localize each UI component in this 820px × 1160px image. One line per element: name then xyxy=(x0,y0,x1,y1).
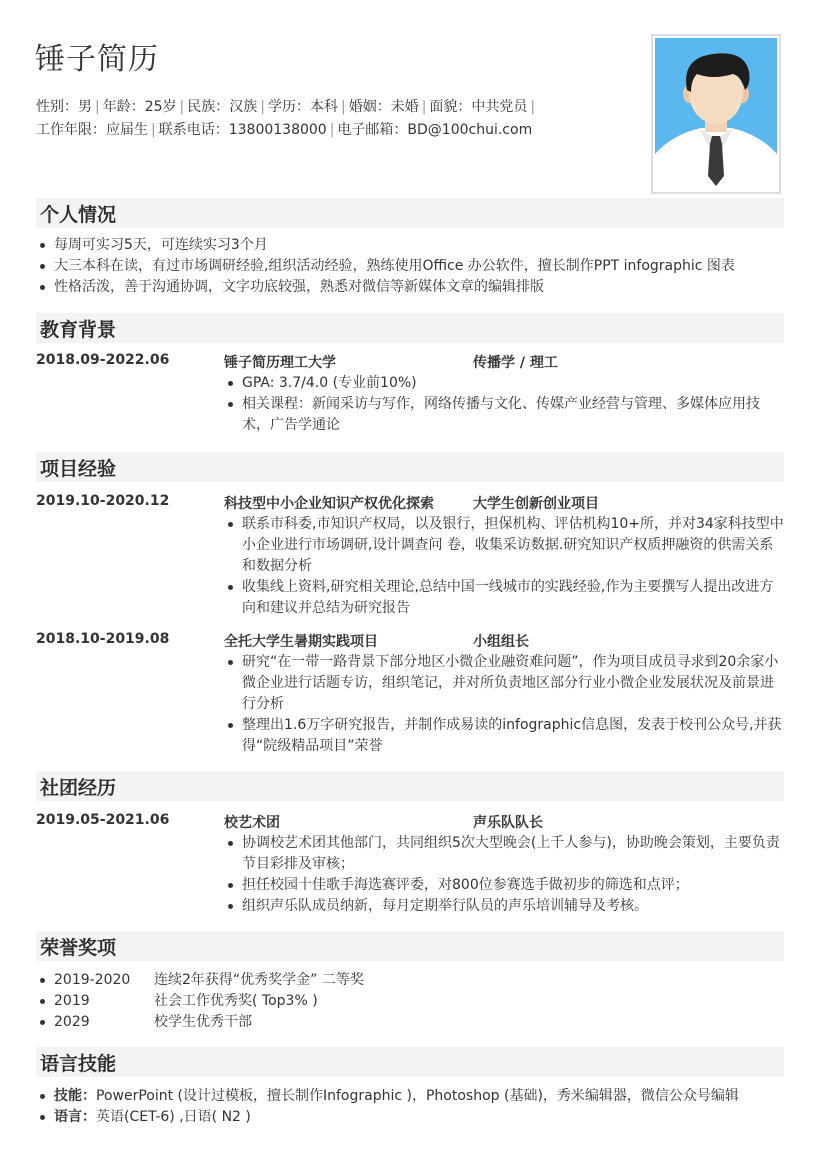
list-item: 大三本科在读，有过市场调研经验,组织活动经验，熟练使用Office 办公软件，擅长制作PPT infographic 图表 xyxy=(36,256,784,277)
award-text: 校学生优秀干部 xyxy=(154,1014,252,1030)
entry-role: 大学生创新创业项目 xyxy=(473,496,599,512)
list-item: 每周可实习5天，可连续实习3个月 xyxy=(36,235,784,256)
section-title: 个人情况 xyxy=(40,204,117,226)
info-email: 电子邮箱：BD@100chui.com xyxy=(337,122,533,138)
personal-list xyxy=(36,235,784,298)
section-clubs xyxy=(36,771,784,921)
entry-school: 锤子简历理工大学 xyxy=(224,355,336,371)
entry-date: 2018.09-2022.06 xyxy=(36,352,170,368)
list-item: 协调校艺术团其他部门，共同组织5次大型晚会(上千人参与)，协助晚会策划，主要负责节目彩排及审核； xyxy=(224,833,784,875)
section-header xyxy=(36,1047,784,1077)
award-year: 2019 xyxy=(54,993,90,1009)
section-header xyxy=(36,313,784,343)
skill-label: 语言： xyxy=(54,1109,96,1125)
list-item xyxy=(36,991,784,1012)
entry-role: 声乐队队长 xyxy=(473,815,543,831)
section-title: 语言技能 xyxy=(40,1053,117,1075)
entry-date: 2019.05-2021.06 xyxy=(36,812,170,828)
info-ethnicity: 民族：汉族 xyxy=(187,99,258,115)
section-title: 教育背景 xyxy=(40,319,117,341)
info-political: 面貌：中共党员 xyxy=(429,99,528,115)
section-header xyxy=(36,452,784,482)
skills-list xyxy=(36,1086,784,1128)
list-item: 性格活泼，善于沟通协调，文字功底较强，熟悉对微信等新媒体文章的编辑排版 xyxy=(36,277,784,298)
section-personal xyxy=(36,198,784,303)
entry-major: 传播学 / 理工 xyxy=(473,355,558,371)
list-item: GPA: 3.7/4.0 (专业前10%) xyxy=(224,373,784,394)
info-age: 年龄：25岁 xyxy=(102,99,177,115)
section-education xyxy=(36,313,784,443)
award-text: 社会工作优秀奖( Top3% ) xyxy=(154,993,318,1009)
entry-details xyxy=(224,514,784,619)
list-item xyxy=(36,1012,784,1033)
entry-date: 2019.10-2020.12 xyxy=(36,493,170,509)
entry-details xyxy=(224,833,784,917)
award-text: 连续2年获得“优秀奖学金” 二等奖 xyxy=(154,972,364,988)
skill-text: PowerPoint (设计过模板，擅长制作Infographic )，Photoshop (基础)，秀米编辑器，微信公众号编辑 xyxy=(96,1088,739,1104)
list-item: 组织声乐队成员纳新，每月定期举行队员的声乐培训辅导及考核。 xyxy=(224,896,784,917)
list-item: 联系市科委,市知识产权局，以及银行，担保机构、评估机构10+所，并对34家科技型中小企业进行市场调研,设计调查问 卷，收集采访数据.研究知识产权质押融资的供需关系和数据分析 xyxy=(224,514,784,577)
section-projects xyxy=(36,452,784,762)
section-title: 社团经历 xyxy=(40,777,117,799)
award-year: 2019-2020 xyxy=(54,972,131,988)
entry-date: 2018.10-2019.08 xyxy=(36,631,170,647)
entry-project: 科技型中小企业知识产权优化探索 xyxy=(224,496,434,512)
list-item xyxy=(36,970,784,991)
entry-club: 校艺术团 xyxy=(224,815,280,831)
info-line-1: 性别：男 | 年龄：25岁 | 民族：汉族 | 学历：本科 | 婚姻：未婚 | 面貌：中共党员 | xyxy=(36,99,536,115)
list-item: 相关课程：新闻采访与写作，网络传播与文化、传媒产业经营与管理、多媒体应用技术，广告学通论 xyxy=(224,394,784,436)
section-header xyxy=(36,931,784,961)
info-phone: 联系电话：13800138000 xyxy=(158,122,327,138)
list-item xyxy=(36,1107,784,1128)
section-awards xyxy=(36,931,784,1036)
info-marital: 婚姻：未婚 xyxy=(348,99,419,115)
info-line-2: 工作年限：应届生 | 联系电话：13800138000 | 电子邮箱：BD@100chui.com xyxy=(36,122,533,138)
list-item xyxy=(36,1086,784,1107)
resume-name: 锤子简历 xyxy=(35,42,159,77)
skill-label: 技能： xyxy=(54,1088,96,1104)
entry-details xyxy=(224,652,784,757)
section-title: 项目经验 xyxy=(40,458,117,480)
list-item: 担任校园十佳歌手海选赛评委，对800位参赛选手做初步的筛选和点评； xyxy=(224,875,784,896)
list-item: 收集线上资料,研究相关理论,总结中国一线城市的实践经验,作为主要撰写人提出改进方向和建议并总结为研究报告 xyxy=(224,577,784,619)
award-year: 2029 xyxy=(54,1014,90,1030)
awards-list xyxy=(36,970,784,1033)
info-education: 学历：本科 xyxy=(267,99,338,115)
section-skills xyxy=(36,1047,784,1137)
list-item: 研究“在一带一路背景下部分地区小微企业融资难问题”，作为项目成员寻求到20余家小微企业进行话题专访，组织笔记，并对所负责地区部分行业小微企业发展状况及前景进行分析 xyxy=(224,652,784,715)
section-header xyxy=(36,198,784,228)
section-header xyxy=(36,771,784,801)
entry-project: 全托大学生暑期实践项目 xyxy=(224,634,378,650)
info-gender: 性别：男 xyxy=(36,99,92,115)
avatar-icon xyxy=(651,34,781,194)
entry-details xyxy=(224,373,784,436)
list-item: 整理出1.6万字研究报告，并制作成易读的infographic信息图，发表于校刊公众号,并获得“院级精品项目”荣誉 xyxy=(224,715,784,757)
info-work-years: 工作年限：应届生 xyxy=(36,122,148,138)
section-title: 荣誉奖项 xyxy=(40,937,117,959)
entry-role: 小组组长 xyxy=(473,634,529,650)
skill-text: 英语(CET-6) ,日语( N2 ) xyxy=(96,1109,251,1125)
